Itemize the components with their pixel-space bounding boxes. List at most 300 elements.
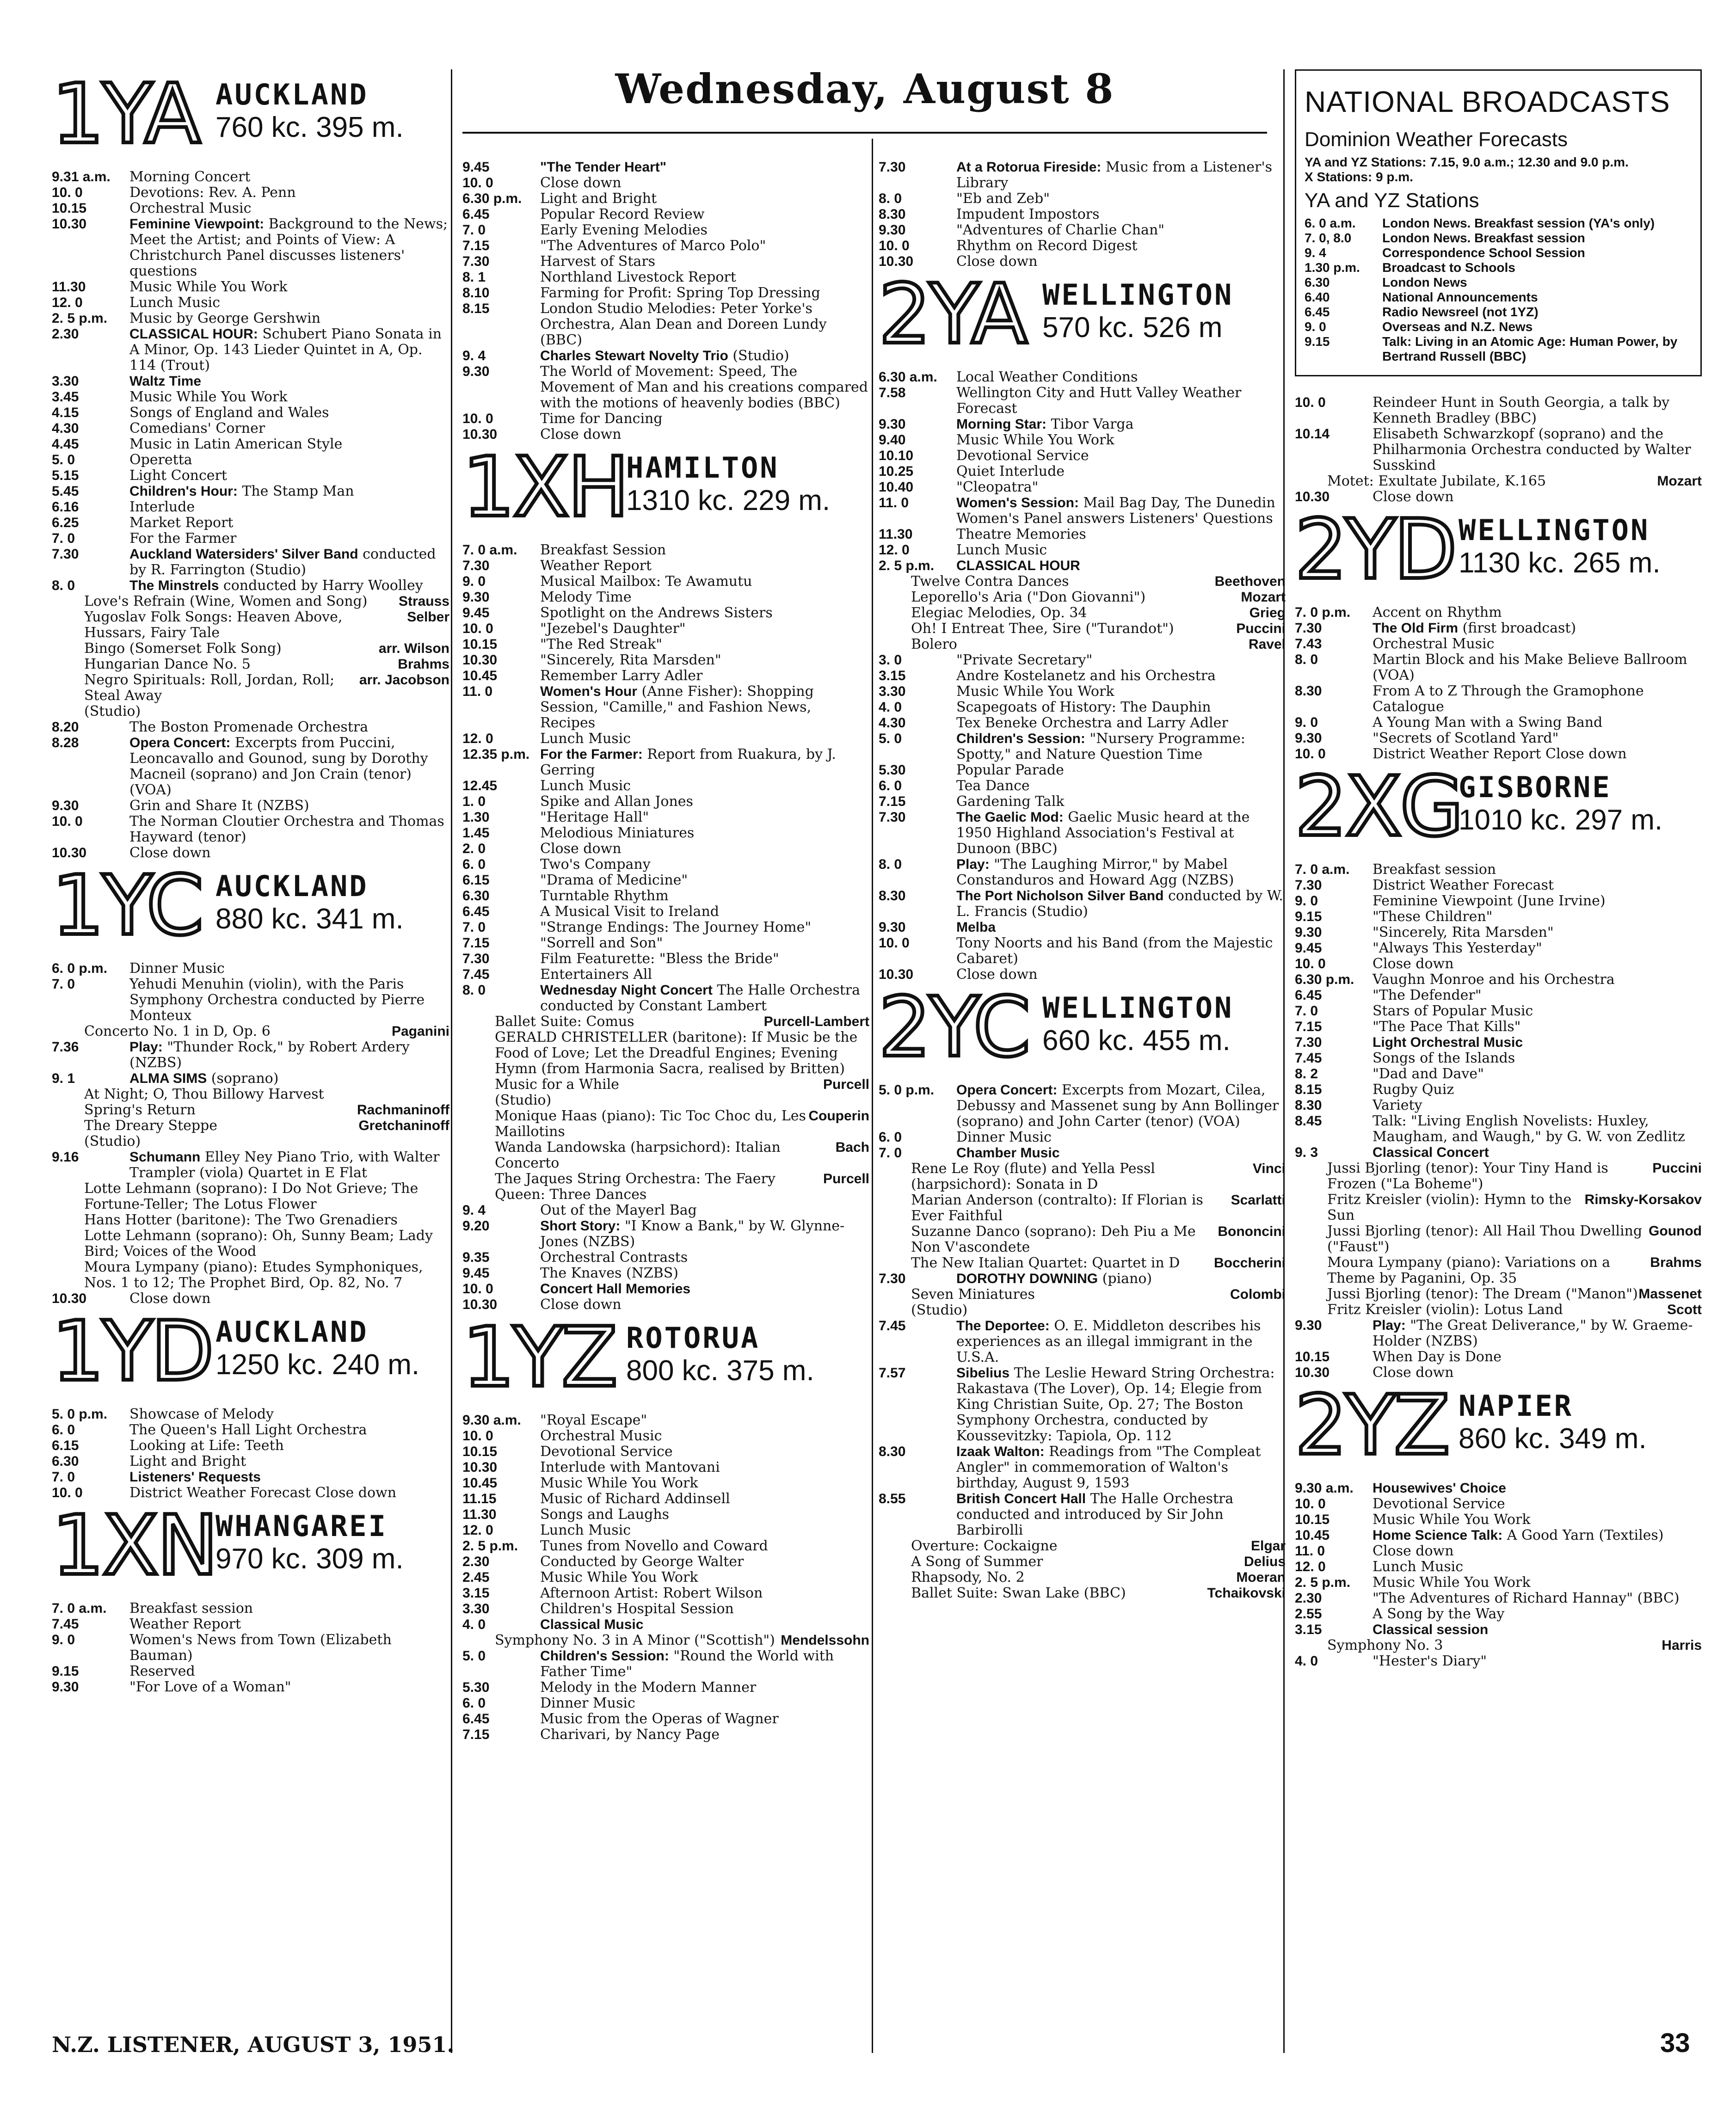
programme-entry — [52, 389, 449, 405]
national-item — [1305, 305, 1692, 320]
entry-highlight: Play: — [129, 1039, 163, 1055]
entry-highlight: Classical Music — [540, 1617, 644, 1632]
entry-highlight: Charles Stewart Novelty Trio — [540, 348, 728, 363]
programme-subitem — [52, 1102, 449, 1118]
programme-entry — [52, 1438, 449, 1454]
entry-text: conducted by Harry Woolley — [219, 578, 423, 594]
composer-name: Purcell-Lambert — [763, 1014, 869, 1029]
entry-text: Orchestral Music — [1373, 636, 1495, 652]
entry-text: "Sincerely, Rita Marsden" — [1373, 924, 1554, 940]
programme-entry — [462, 175, 869, 191]
entry-time: 7.15 — [879, 794, 906, 809]
entry-text: Close down — [956, 966, 1038, 983]
national-items — [1305, 216, 1692, 364]
entry-text: Lunch Music — [540, 731, 631, 747]
entry-text: Close down — [1373, 1543, 1454, 1559]
entry-time: 9.30 — [1295, 1318, 1322, 1333]
entry-time: 7. 0 — [52, 1469, 75, 1485]
entry-text: The Boston Promenade Orchestra — [129, 719, 369, 735]
programme-entry — [52, 515, 449, 531]
entry-text: Reserved — [129, 1663, 195, 1679]
entry-time: 12. 0 — [462, 1523, 493, 1538]
entry-time: 3.30 — [52, 374, 79, 389]
subitem-text: Jussi Bjorling (tenor): All Hail Thou Dwelling ("Faust") — [1327, 1223, 1643, 1255]
programme-entry — [462, 1428, 869, 1444]
entry-highlight: Opera Concert: — [129, 735, 231, 750]
entry-highlight: Play: — [1373, 1318, 1406, 1333]
programme-entry — [1295, 652, 1702, 683]
entry-time: 7.30 — [879, 1271, 906, 1286]
programme-entry — [879, 479, 1286, 495]
station-header — [1295, 502, 1702, 598]
entry-text: District Weather Forecast — [1373, 877, 1554, 893]
entry-time: 7.15 — [1295, 1019, 1322, 1034]
entry-text: Local Weather Conditions — [956, 369, 1138, 385]
subitem-text: Love's Refrain (Wine, Women and Song) — [84, 593, 368, 609]
programme-entry — [879, 527, 1286, 542]
entry-time: 10. 0 — [1295, 395, 1326, 410]
entry-highlight: Home Science Talk: — [1373, 1528, 1503, 1543]
entry-time: 9.30 — [462, 590, 490, 605]
programme-entry — [52, 719, 449, 735]
entry-time: 7. 0 a.m. — [462, 542, 517, 558]
subitem-text: Lotte Lehmann (soprano): Oh, Sunny Beam; Lady Bird; Voices of the Wood — [84, 1228, 433, 1260]
programme-entry — [462, 747, 869, 778]
entry-time: 12.35 p.m. — [462, 747, 530, 762]
subitem-text: Oh! I Entreat Thee, Sire ("Turandot") — [911, 621, 1174, 637]
entry-text: Tea Dance — [956, 778, 1030, 794]
programme-entry — [462, 542, 869, 558]
entry-time: 10. 0 — [462, 175, 493, 190]
entry-text: Tibor Varga — [1047, 416, 1134, 432]
entry-text: Comedians' Corner — [129, 420, 265, 436]
entry-text: From A to Z Through the Gramophone Catalogue — [1373, 683, 1644, 715]
programme-entry — [879, 1082, 1286, 1130]
entry-time: 3.45 — [52, 389, 79, 405]
entry-text: Operetta — [129, 452, 192, 468]
programme-entry — [1295, 1559, 1702, 1575]
programme-subitem — [879, 1192, 1286, 1224]
entry-text: Breakfast Session — [540, 542, 666, 558]
entry-time: 6.16 — [52, 499, 79, 515]
national-item — [1305, 334, 1692, 364]
programme-entry — [52, 814, 449, 845]
entry-time: 9.45 — [462, 1266, 490, 1281]
entry-time: 7.30 — [462, 254, 490, 269]
entry-text: Close down — [1373, 956, 1454, 972]
programme-entry — [1295, 605, 1702, 621]
programme-entry — [1295, 1019, 1702, 1035]
entry-highlight: Children's Session: — [956, 731, 1085, 746]
subitem-text: Suzanne Danco (soprano): Deh Piu a Me Non V'ascondete — [911, 1223, 1196, 1255]
programme-entry — [462, 1648, 869, 1680]
programme-entry — [1295, 715, 1702, 731]
entry-time: 12. 0 — [462, 731, 493, 746]
entry-time: 9. 1 — [52, 1071, 75, 1086]
entry-time: 1. 0 — [462, 794, 486, 809]
subitem-text: Ballet Suite: Swan Lake (BBC) — [911, 1585, 1126, 1601]
programme-entry — [462, 1696, 869, 1711]
programme-entry — [52, 531, 449, 547]
entry-time: 6.45 — [1295, 988, 1322, 1003]
entry-text: Rhythm on Record Digest — [956, 238, 1138, 254]
entry-text: Showcase of Melody — [129, 1406, 274, 1422]
entry-text: "Heritage Hall" — [540, 809, 649, 825]
entry-text: Music in Latin American Style — [129, 436, 343, 452]
entry-time: 2.45 — [462, 1570, 490, 1585]
entry-text: Melodious Miniatures — [540, 825, 695, 841]
entry-time: 5.30 — [462, 1680, 490, 1695]
programme-subitem — [1295, 1255, 1702, 1286]
national-time: 6.45 — [1305, 305, 1330, 319]
entry-time: 10.30 — [462, 1460, 498, 1475]
station-frequency: 760 kc. 395 m. — [215, 111, 404, 143]
subitem-text: Overture: Cockaigne — [911, 1538, 1058, 1554]
composer-name: Gretchaninoff — [358, 1118, 449, 1133]
station-header — [1295, 1377, 1702, 1474]
entry-time: 10. 0 — [1295, 746, 1326, 762]
entry-time: 12.45 — [462, 778, 498, 793]
stations-heading: YA and YZ Stations — [1305, 189, 1479, 212]
entry-text: Farming for Profit: Spring Top Dressing — [540, 285, 820, 301]
programme-entry — [462, 1460, 869, 1475]
entry-time: 9.30 — [52, 1679, 79, 1695]
programme-entry — [1295, 621, 1702, 636]
entry-time: 8. 0 — [462, 983, 486, 998]
programme-entry — [879, 160, 1286, 191]
entry-text: Songs and Laughs — [540, 1506, 670, 1523]
entry-time: 10.30 — [52, 845, 87, 860]
composer-name: Purcell — [823, 1171, 869, 1186]
national-time: 7. 0, 8.0 — [1305, 231, 1352, 245]
entry-text: "Secrets of Scotland Yard" — [1373, 730, 1559, 746]
entry-text: Dinner Music — [129, 960, 225, 977]
entry-time: 10. 0 — [462, 1428, 493, 1444]
entry-time: 5.45 — [52, 484, 79, 499]
entry-highlight: British Concert Hall — [956, 1491, 1086, 1506]
weather-line: X Stations: 9 p.m. — [1305, 170, 1413, 184]
programme-entry — [879, 191, 1286, 207]
subitem-text: Elegiac Melodies, Op. 34 — [911, 605, 1087, 621]
entry-text: Songs of the Islands — [1373, 1050, 1515, 1066]
entry-text: "Eb and Zeb" — [956, 190, 1050, 207]
programme-entry — [879, 369, 1286, 385]
entry-time: 7.36 — [52, 1039, 79, 1055]
programme-entry — [879, 684, 1286, 700]
entry-time: 11.30 — [879, 527, 913, 542]
national-item — [1305, 320, 1692, 334]
subitem-text: Jussi Bjorling (tenor): Your Tiny Hand is Frozen ("La Boheme") — [1327, 1160, 1608, 1192]
entry-time: 10.10 — [879, 448, 914, 463]
composer-name: Rachmaninoff — [357, 1102, 449, 1118]
subitem-text: Jussi Bjorling (tenor): The Dream ("Manon") — [1327, 1286, 1638, 1302]
entry-text: Lunch Music — [956, 542, 1047, 558]
station-frequency: 860 kc. 349 m. — [1459, 1423, 1647, 1455]
programme-subitem — [1295, 1223, 1702, 1255]
entry-time: 9. 4 — [462, 348, 486, 363]
entry-text: Music from a Listener's Library — [956, 159, 1272, 191]
entry-time: 5. 0 p.m. — [879, 1082, 935, 1098]
programme-subitem — [462, 1077, 869, 1093]
entry-time: 11.15 — [462, 1491, 497, 1506]
programme-entry — [462, 1570, 869, 1585]
national-text: Broadcast to Schools — [1382, 260, 1515, 275]
entry-text: Early Evening Melodies — [540, 222, 708, 238]
programme-subitem — [879, 1161, 1286, 1192]
entry-time: 4.15 — [52, 405, 79, 420]
entry-time: 6. 0 — [462, 857, 486, 872]
programme-entry — [1295, 1512, 1702, 1528]
entry-text: "Jezebel's Daughter" — [540, 621, 686, 637]
entry-text: Devotions: Rev. A. Penn — [129, 184, 296, 201]
entry-time: 9. 3 — [1295, 1145, 1318, 1160]
programme-entry — [879, 1271, 1286, 1287]
station-header — [879, 979, 1286, 1076]
programme-entry — [462, 1680, 869, 1696]
programme-entry — [52, 1407, 449, 1422]
programme-entry — [1295, 1051, 1702, 1066]
station-name: GISBORNE — [1459, 770, 1612, 804]
programme-entry — [462, 301, 869, 348]
station-frequency: 1010 kc. 297 m. — [1459, 804, 1663, 836]
programme-entry — [879, 888, 1286, 920]
programme-entry — [1295, 1575, 1702, 1591]
national-time: 1.30 p.m. — [1305, 260, 1360, 275]
entry-text: Music While You Work — [129, 389, 288, 405]
station-name: AUCKLAND — [215, 1315, 369, 1349]
entry-text: "The Laughing Mirror," by Mabel Constanduros and Howard Agg (NZBS) — [956, 856, 1234, 888]
entry-time: 7. 0 — [462, 920, 486, 935]
station-name: WELLINGTON — [1042, 278, 1234, 312]
entry-text: When Day is Done — [1373, 1349, 1502, 1365]
entry-text: "The Pace That Kills" — [1373, 1019, 1521, 1035]
composer-name: Strauss — [398, 594, 449, 609]
entry-time: 8.15 — [462, 301, 490, 316]
entry-time: 7.15 — [462, 935, 490, 951]
programme-entry — [52, 326, 449, 374]
composer-name: Bach — [835, 1140, 869, 1155]
entry-time: 8. 2 — [1295, 1066, 1318, 1082]
programme-entry — [1295, 1145, 1702, 1161]
entry-text: "Royal Escape" — [540, 1412, 647, 1428]
entry-time: 11. 0 — [1295, 1543, 1325, 1559]
entry-text: conducted by R. Farrington (Studio) — [129, 546, 436, 578]
subitem-text: At Night; O, Thou Billowy Harvest — [84, 1086, 324, 1102]
composer-name: Scarlatti — [1231, 1192, 1286, 1208]
programme-entry — [52, 961, 449, 977]
entry-text: Interlude with Mantovani — [540, 1459, 720, 1475]
programme-entry — [879, 920, 1286, 935]
entry-highlight: Classical Concert — [1373, 1145, 1489, 1160]
entry-time: 9.45 — [462, 605, 490, 621]
programme-entry — [462, 810, 869, 825]
subitem-text: Moura Lympany (piano): Variations on a Theme by Paganini, Op. 35 — [1327, 1254, 1611, 1286]
entry-text: Dinner Music — [956, 1129, 1052, 1145]
entry-text: Music by George Gershwin — [129, 310, 321, 326]
entry-text: Light and Bright — [129, 1453, 246, 1469]
entry-time: 10.30 — [462, 1297, 498, 1312]
subitem-text: (Studio) — [84, 703, 141, 719]
entry-text: Schubert Piano Sonata in A Minor, Op. 143 Lieder Quintet in A, Op. 114 (Trout) — [129, 326, 442, 374]
programme-entry — [879, 1491, 1286, 1538]
national-text: National Announcements — [1382, 290, 1538, 304]
programme-entry — [462, 1266, 869, 1281]
entry-time: 9.15 — [1295, 909, 1322, 924]
programme-entry — [462, 920, 869, 935]
entry-text: Readings from "The Compleat Angler" in commemoration of Walton's birthday, August 9, 1593 — [956, 1444, 1261, 1491]
composer-name: Puccini — [1236, 621, 1286, 636]
entry-time: 7.30 — [1295, 621, 1322, 636]
entry-time: 9.35 — [462, 1250, 490, 1265]
subitem-text: Symphony No. 3 in A Minor ("Scottish") — [495, 1632, 775, 1648]
entry-highlight: At a Rotorua Fireside: — [956, 160, 1102, 175]
programme-entry — [462, 841, 869, 857]
entry-time: 12. 0 — [879, 542, 910, 558]
entry-time: 6. 0 p.m. — [52, 961, 108, 976]
entry-time: 6.45 — [462, 904, 490, 919]
programme-entry — [879, 935, 1286, 967]
entry-text: District Weather Forecast Close down — [129, 1485, 397, 1501]
page-title: Wednesday, August 8 — [615, 65, 1114, 113]
entry-text: The Queen's Hall Light Orchestra — [129, 1422, 367, 1438]
entry-time: 6.30 p.m. — [1295, 972, 1354, 987]
programme-entry — [462, 160, 869, 175]
programme-entry — [1295, 636, 1702, 652]
entry-highlight: Wednesday Night Concert — [540, 983, 713, 998]
entry-time: 7.30 — [1295, 1035, 1322, 1050]
programme-subitem — [52, 1212, 449, 1228]
entry-time: 10.45 — [1295, 1528, 1330, 1543]
programme-subitem — [52, 1087, 449, 1102]
entry-text: Spike and Allan Jones — [540, 793, 693, 810]
programme-entry — [52, 1071, 449, 1087]
national-time: 6. 0 a.m. — [1305, 216, 1356, 230]
entry-highlight: CLASSICAL HOUR — [956, 558, 1080, 573]
entry-time: 10. 0 — [52, 814, 83, 829]
programme-entry — [462, 574, 869, 590]
subitem-text: Symphony No. 3 — [1327, 1637, 1443, 1653]
entry-time: 8.55 — [879, 1491, 906, 1506]
station-name: WELLINGTON — [1042, 991, 1234, 1025]
programme-entry — [462, 285, 869, 301]
entry-text: The Leslie Heward String Orchestra: Rakastava (The Lover), Op. 14; Elegie from King Christian Suite, Op. 27; The Boston Symphony Orchestra, conducted by Koussevitzky: Tapiola, Op. 112 — [956, 1365, 1275, 1444]
entry-text: "The Adventures of Richard Hannay" (BBC) — [1373, 1590, 1680, 1606]
station-name: WHANGAREI — [215, 1509, 388, 1543]
national-item — [1305, 275, 1692, 290]
entry-time: 7. 0 — [462, 222, 486, 238]
entry-time: 6.30 — [52, 1454, 79, 1469]
programme-entry — [462, 1475, 869, 1491]
programme-entry — [879, 700, 1286, 715]
programme-subitem — [879, 1554, 1286, 1570]
subitem-text: The Jaques String Orchestra: The Faery Queen: Three Dances — [495, 1171, 776, 1203]
programme-entry — [462, 348, 869, 364]
station-name: NAPIER — [1459, 1389, 1573, 1423]
programme-entry — [52, 735, 449, 798]
programme-entry — [879, 238, 1286, 254]
station-frequency: 660 kc. 455 m. — [1042, 1025, 1231, 1057]
entry-highlight: Auckland Watersiders' Silver Band — [129, 547, 358, 562]
programme-entry — [462, 951, 869, 967]
entry-time: 6. 0 — [52, 1422, 75, 1438]
subitem-text: Wanda Landowska (harpsichord): Italian Concerto — [495, 1139, 781, 1171]
entry-time: 10. 0 — [462, 411, 493, 426]
page-number: 33 — [1660, 2028, 1690, 2058]
entry-time: 7. 0 — [52, 977, 75, 992]
entry-time: 8. 0 — [52, 578, 75, 593]
station-name: AUCKLAND — [215, 869, 369, 903]
programme-entry — [879, 778, 1286, 794]
entry-time: 9.16 — [52, 1149, 79, 1165]
entry-time: 7.15 — [462, 238, 490, 253]
programme-entry — [52, 374, 449, 389]
entry-time: 3. 0 — [879, 652, 902, 668]
programme-subitem — [879, 1255, 1286, 1271]
composer-name: Mozart — [1657, 473, 1702, 489]
station-header — [462, 439, 869, 536]
programme-entry — [879, 1365, 1286, 1444]
entry-time: 8.30 — [879, 207, 906, 222]
entry-time: 7. 0 p.m. — [1295, 605, 1351, 620]
programme-entry — [1295, 1318, 1702, 1349]
entry-text: A Young Man with a Swing Band — [1373, 714, 1603, 731]
composer-name: Puccini — [1652, 1161, 1702, 1176]
station-header — [52, 66, 449, 163]
entry-text: Impudent Impostors — [956, 206, 1100, 222]
programme-entry — [462, 1727, 869, 1743]
masthead-rule — [462, 132, 1267, 134]
programme-entry — [1295, 1066, 1702, 1082]
entry-text: Market Report — [129, 515, 234, 531]
entry-text: The Norman Cloutier Orchestra and Thomas Hayward (tenor) — [129, 813, 444, 845]
entry-time: 10. 0 — [462, 621, 493, 636]
entry-time: 7. 0 a.m. — [1295, 862, 1350, 877]
entry-text: Lunch Music — [129, 295, 221, 311]
entry-time: 9.30 — [1295, 731, 1322, 746]
subitem-text: Concerto No. 1 in D, Op. 6 — [84, 1023, 271, 1039]
entry-time: 5.15 — [52, 468, 79, 483]
entry-time: 12. 0 — [52, 295, 83, 310]
entry-text: Music While You Work — [1373, 1512, 1531, 1528]
programme-subitem — [462, 1030, 869, 1077]
station-name: WELLINGTON — [1459, 513, 1650, 547]
entry-time: 4. 0 — [462, 1617, 486, 1632]
entry-text: District Weather Report Close down — [1373, 746, 1627, 762]
entry-text: Tunes from Novello and Coward — [540, 1538, 768, 1554]
entry-time: 2.30 — [52, 326, 79, 342]
programme-entry — [1295, 1003, 1702, 1019]
subitem-text: Rene Le Roy (flute) and Yella Pessl (harpsichord): Sonata in D — [911, 1161, 1155, 1192]
programme-entry — [1295, 988, 1702, 1003]
entry-text: "The Defender" — [1373, 987, 1482, 1003]
entry-text: "Nursery Programme: Spotty," and Nature Question Time — [956, 731, 1245, 762]
entry-highlight: Women's Hour — [540, 684, 637, 699]
programme-entry — [462, 270, 869, 285]
entry-time: 4.30 — [879, 715, 906, 731]
entry-time: 4. 0 — [1295, 1653, 1318, 1669]
programme-entry — [462, 222, 869, 238]
entry-highlight: Listeners' Requests — [129, 1469, 261, 1485]
entry-text: Quiet Interlude — [956, 463, 1065, 479]
entry-time: 10.15 — [462, 1444, 498, 1459]
programme-subitem — [462, 1093, 869, 1108]
entry-time: 7. 0 — [52, 531, 75, 546]
subitem-text: Monique Haas (piano): Tic Toc Choc du, Les Maillotins — [495, 1108, 806, 1140]
entry-text: Melody Time — [540, 589, 632, 605]
entry-text: Tex Beneke Orchestra and Larry Adler — [956, 715, 1228, 731]
entry-time: 7.30 — [462, 951, 490, 966]
entry-text: Weather Report — [540, 558, 652, 574]
